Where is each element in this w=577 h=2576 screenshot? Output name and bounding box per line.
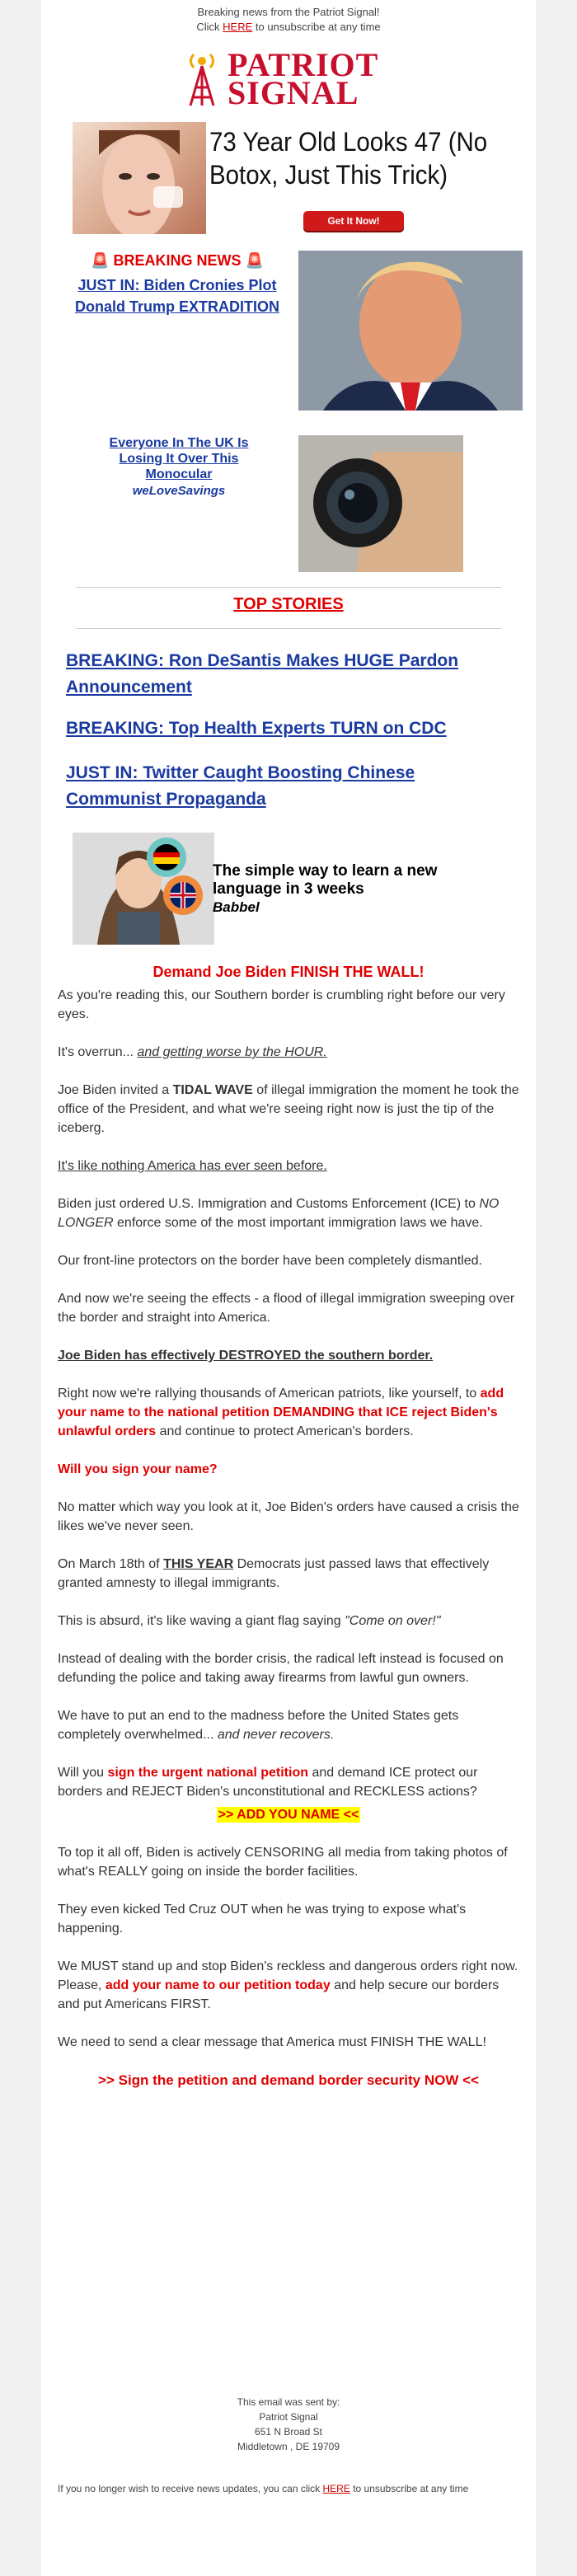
sign-petition-cta[interactable]: >> Sign the petition and demand border security NOW <<	[98, 2072, 479, 2088]
article-paragraph	[58, 1043, 519, 1062]
add-name-button[interactable]: >> ADD YOU NAME <<	[218, 1808, 359, 1822]
article-paragraph: Instead of dealing with the border crisis, the radical left instead is focused on defunding the police and taking away firearms from lawful gun owners.	[58, 1652, 504, 1685]
article-paragraph: It's like nothing America has ever seen before.	[58, 1159, 327, 1173]
article-paragraph	[58, 1384, 519, 1441]
babbel-source: Babbel	[213, 899, 260, 915]
text-run: Joe Biden invited a	[58, 1083, 173, 1097]
story-link-cdc[interactable]: BREAKING: Top Health Experts TURN on CDC	[66, 719, 447, 738]
text-run: and continue to protect American's borders.	[156, 1424, 414, 1438]
footer-street: 651 N Broad St	[254, 2426, 323, 2438]
petition-article	[58, 963, 519, 2090]
footer-unsubscribe	[58, 2481, 519, 2496]
footer-sent-by: This email was sent by:	[237, 2396, 340, 2408]
logo-word-patriot: PATRIOT	[228, 46, 379, 83]
radio-tower-icon	[183, 51, 221, 107]
promo-headline[interactable]: 73 Year Old Looks 47 (No Botox, Just This Trick)	[209, 127, 488, 190]
get-it-now-button[interactable]: Get It Now!	[303, 211, 404, 231]
add-name-cta[interactable]	[58, 1805, 519, 1824]
petition-link[interactable]: sign the urgent national petition	[107, 1766, 308, 1780]
story-link-twitter[interactable]: JUST IN: Twitter Caught Boosting Chinese Communist Propaganda	[66, 763, 415, 809]
email-body	[41, 0, 536, 2576]
babbel-ad-image[interactable]	[73, 833, 214, 945]
footer-company: Patriot Signal	[259, 2411, 318, 2423]
trump-photo[interactable]	[298, 251, 523, 411]
article-paragraph: As you're reading this, our Southern border is crumbling right before our very eyes.	[58, 988, 505, 1021]
woman-face-ad-image[interactable]	[73, 122, 206, 234]
preheader-click-text: Click	[196, 21, 223, 33]
story-link-desantis[interactable]: BREAKING: Ron DeSantis Makes HUGE Pardon Announcement	[66, 651, 459, 697]
text-run: Will you	[58, 1766, 108, 1780]
unsubscribe-text-end: to unsubscribe at any time	[349, 2483, 469, 2494]
text-run: This is absurd, it's like waving a giant flag saying	[58, 1614, 345, 1628]
emphasis-text: and getting worse by the HOUR.	[137, 1045, 327, 1059]
article-paragraph	[58, 1194, 519, 1232]
article-paragraph: No matter which way you look at it, Joe Biden's orders have caused a crisis the likes we've never seen.	[58, 1500, 519, 1533]
preheader	[41, 0, 536, 35]
monocular-headline-link[interactable]: Everyone In The UK Is Losing It Over This Monocular	[109, 436, 249, 481]
preheader-unsubscribe-link[interactable]: HERE	[223, 21, 253, 33]
footer-city: Middletown , DE 19709	[237, 2441, 340, 2452]
logo-word-signal: SIGNAL	[228, 74, 359, 111]
breaking-headline-link[interactable]: JUST IN: Biden Cronies Plot Donald Trump EXTRADITION	[74, 277, 279, 315]
italic-text: NO LONGER	[58, 1197, 500, 1230]
babbel-ad-text[interactable]	[213, 862, 509, 917]
footer-address	[41, 2395, 536, 2454]
preheader-rest-text: to unsubscribe at any time	[252, 21, 381, 33]
text-run: Right now we're rallying thousands of American patriots, like yourself, to	[58, 1387, 481, 1401]
article-paragraph	[58, 1555, 519, 1593]
top-stories-heading: TOP STORIES	[233, 595, 344, 613]
article-paragraph	[58, 1706, 519, 1744]
article-paragraph: They even kicked Ted Cruz OUT when he was trying to expose what's happening.	[58, 1903, 467, 1936]
monocular-source: weLoveSavings	[132, 484, 226, 498]
siren-icon: 🚨	[245, 252, 264, 269]
logo-text	[228, 46, 379, 111]
breaking-news-block	[66, 252, 288, 317]
article-paragraph: And now we're seeing the effects - a flood of illegal immigration sweeping over the border and straight into America.	[58, 1292, 515, 1325]
monocular-ad	[92, 435, 265, 498]
patriot-signal-logo[interactable]	[183, 46, 379, 111]
text-run: Democrats just passed laws that effectively granted amnesty to illegal immigrants.	[58, 1557, 490, 1590]
preheader-unsubscribe	[41, 20, 536, 35]
divider	[76, 628, 501, 629]
article-paragraph: To top it all off, Biden is actively CENSORING all media from taking photos of what's REALLY going on inside the border facilities.	[58, 1846, 508, 1879]
article-paragraph	[58, 1763, 519, 1801]
text-run: We MUST stand up and stop Biden's reckless and dangerous orders right now. Please,	[58, 1959, 518, 1992]
article-title: Demand Joe Biden FINISH THE WALL!	[152, 964, 425, 980]
article-paragraph: We need to send a clear message that America must FINISH THE WALL!	[58, 2035, 486, 2049]
preheader-line: Breaking news from the Patriot Signal!	[197, 6, 380, 18]
divider	[76, 587, 501, 588]
italic-text: "Come on over!"	[345, 1614, 441, 1628]
babbel-headline: The simple way to learn a new language in 3 weeks	[213, 862, 438, 898]
article-paragraph	[58, 1957, 519, 2014]
article-paragraph	[58, 1081, 519, 1138]
text-run: of illegal immigration the moment he took the office of the President, and what we're seeing right now is just the tip of the iceberg.	[58, 1083, 519, 1135]
italic-text: and never recovers.	[217, 1728, 335, 1742]
siren-icon: 🚨	[91, 252, 110, 269]
unsubscribe-text: If you no longer wish to receive news updates, you can click	[58, 2483, 323, 2494]
text-run: It's overrun...	[58, 1045, 138, 1059]
monocular-photo[interactable]	[298, 435, 463, 572]
breaking-news-tag	[66, 252, 288, 270]
text-run: Biden just ordered U.S. Immigration and Customs Enforcement (ICE) to	[58, 1197, 480, 1211]
sign-prompt[interactable]: Will you sign your name?	[58, 1462, 218, 1476]
text-run: We have to put an end to the madness before the United States gets completely overwhelmed...	[58, 1709, 459, 1742]
breaking-news-label: BREAKING NEWS	[113, 252, 242, 269]
article-paragraph: Our front-line protectors on the border have been completely dismantled.	[58, 1254, 482, 1268]
unsubscribe-link[interactable]: HERE	[322, 2483, 350, 2494]
petition-link[interactable]: add your name to our petition today	[105, 1978, 331, 1992]
petition-link[interactable]: add your name to the national petition DEMANDING that ICE reject Biden's unlawful orders	[58, 1387, 504, 1438]
text-run: enforce some of the most important immigration laws we have.	[113, 1216, 483, 1230]
text-run: On March 18th of	[58, 1557, 164, 1571]
bold-text: TIDAL WAVE	[172, 1083, 253, 1097]
text-run: and demand ICE protect our borders and REJECT Biden's unconstitutional and RECKLESS actions?	[58, 1766, 478, 1799]
article-paragraph: Joe Biden has effectively DESTROYED the southern border.	[58, 1349, 434, 1363]
article-paragraph	[58, 1612, 519, 1631]
bold-text: THIS YEAR	[163, 1557, 234, 1571]
text-run: and help secure our borders and put Americans FIRST.	[58, 1978, 500, 2011]
